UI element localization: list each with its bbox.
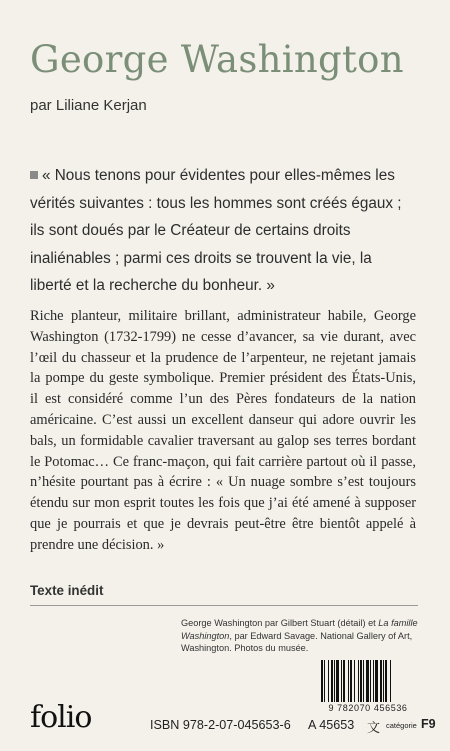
catalog-code: A 45653 <box>308 718 355 732</box>
barcode-bars <box>320 660 420 704</box>
divider <box>30 605 418 606</box>
isbn: ISBN 978-2-07-045653-6 <box>150 718 291 732</box>
quote-text: « Nous tenons pour évidentes pour elles-mêmes les vérités suivantes : tous les hommes sont créés égaux ; ils sont doués par le Créateur de certains droits inaliénables ; parmi ces droits se trouvent la vie, la liberté et la recherche du bonheur. » <box>30 167 402 295</box>
category-value: F9 <box>421 717 436 731</box>
category-label: catégorie <box>386 721 417 730</box>
image-credits <box>181 617 421 655</box>
publisher-logo: folio <box>30 700 92 735</box>
credits-part-1: George Washington par Gilbert Stuart (détail) et <box>181 618 379 628</box>
author-line: par Liliane Kerjan <box>30 97 147 114</box>
book-title: George Washington <box>30 38 404 81</box>
opening-quote <box>30 162 416 300</box>
barcode-number: 9 782070 456536 <box>328 703 408 713</box>
bookshelf-symbol-icon: ⽂ <box>367 721 381 736</box>
square-bullet-icon <box>30 171 38 179</box>
unpublished-badge: Texte inédit <box>30 583 104 598</box>
credits-part-2: , par Edward Savage. National Gallery of Art, Washington. Photos du musée. <box>181 630 413 654</box>
credits-italic: La famille Washington <box>181 618 418 641</box>
summary-paragraph: Riche planteur, militaire brillant, administrateur habile, George Washington (1732-1799) ne cesse d’avancer, sa vie durant, avec l’œil du chasseur et la prudence de l’arpenteur, ne rejetant jamais la pompe du geste symbolique. Premier président des États-Unis, il est considéré comme l’un des Pères fondateurs de la nation américaine. C’est aussi un excellent danseur qui adore ouvrir les bals, un formidable cavalier traversant au galop ses terres bordant le Potomac… Ce franc-maçon, qui fait carrière partout où il passe, n’hésite pourtant pas à écrire : « Un nuage sombre s’est toujours étendu sur mon esprit toutes les fois que j’ai été amené à supposer que je pourrais et que je devrais peut-être être bientôt appelé à prendre une décision. » <box>30 308 416 553</box>
